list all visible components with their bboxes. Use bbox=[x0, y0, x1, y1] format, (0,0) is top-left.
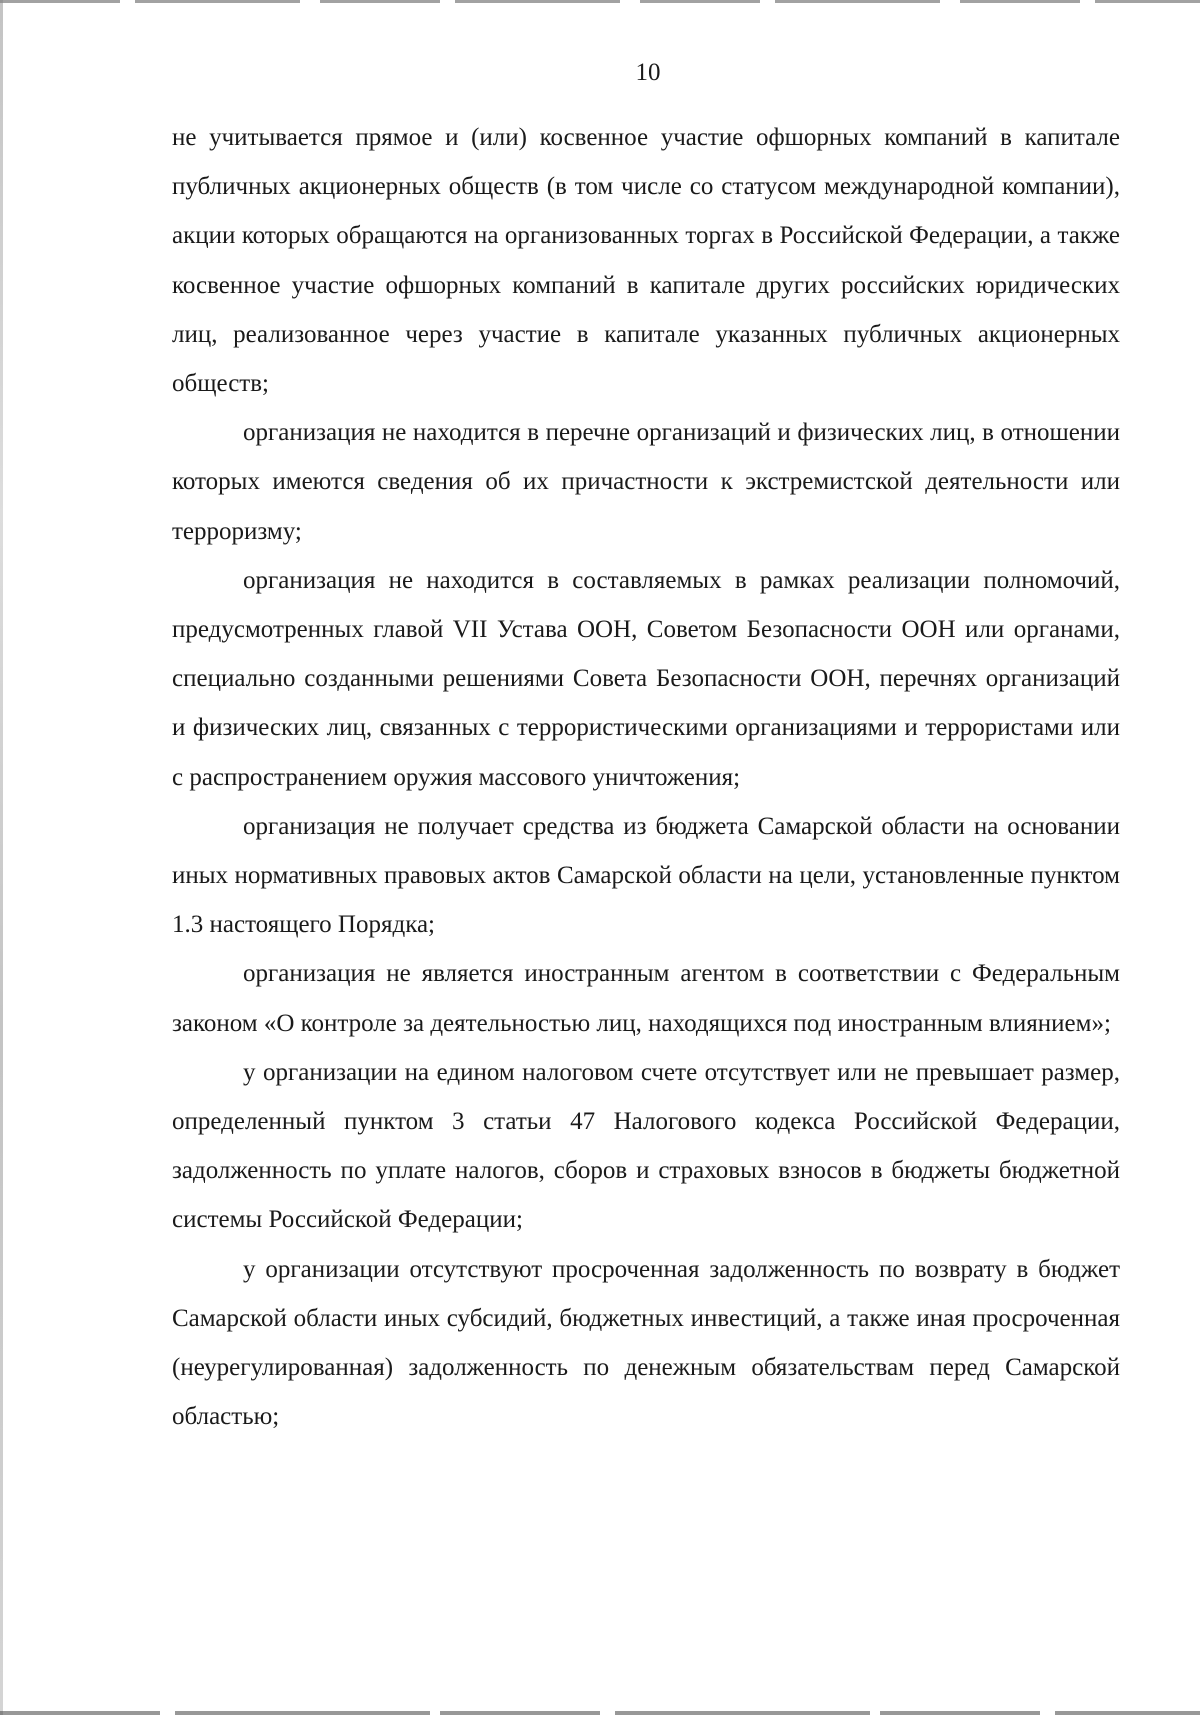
paragraph-extremism-list: организация не находится в перечне организаций и физических лиц, в отношении которых имеются сведения об их причастности к экстремистской деятельности или терроризму; bbox=[172, 419, 1120, 545]
scan-edge-bottom bbox=[0, 1711, 1200, 1715]
scan-edge-left bbox=[0, 0, 3, 1715]
scan-edge-top bbox=[0, 0, 1200, 3]
document-body bbox=[172, 113, 1120, 1441]
paragraph-overdue-debt: у организации отсутствуют просроченная задолженность по возврату в бюджет Самарской области иных субсидий, бюджетных инвестиций, а также иная просроченная (неурегулированная) задолженность по денежным обязательствам перед Самарской областью; bbox=[172, 1255, 1120, 1431]
paragraph-not-foreign-agent: организация не является иностранным агентом в соответствии с Федеральным законом «О контроле за деятельностью лиц, находящихся под иностранным влиянием»; bbox=[172, 960, 1120, 1037]
paragraph-offshore-participation: не учитывается прямое и (или) косвенное участие офшорных компаний в капитале публичных акционерных обществ (в том числе со статусом международной компании), акции которых обращаются на организованных торгах в Российской Федерации, а также косвенное участие офшорных компаний в капитале других российских юридических лиц, реализованное через участие в капитале указанных публичных акционерных обществ; bbox=[172, 124, 1120, 398]
paragraph-no-other-budget-funds: организация не получает средства из бюджета Самарской области на основании иных нормативных правовых актов Самарской области на цели, установленные пунктом 1.3 настоящего Порядка; bbox=[172, 812, 1120, 939]
paragraph-un-security-council-list: организация не находится в составляемых в рамках реализации полномочий, предусмотренных главой VII Устава ООН, Советом Безопасности ООН или органами, специально созданными решениями Совета Безопасности ООН, перечнях организаций и физических лиц, связанных с террористическими организациями и террористами или с распространением оружия массового уничтожения; bbox=[172, 566, 1120, 791]
page-number: 10 bbox=[635, 59, 661, 86]
paragraph-tax-debt: у организации на едином налоговом счете отсутствует или не превышает размер, определенный пунктом 3 статьи 47 Налогового кодекса Российской Федерации, задолженность по уплате налогов, сборов и страховых взносов в бюджеты бюджетной системы Российской Федерации; bbox=[172, 1058, 1120, 1234]
